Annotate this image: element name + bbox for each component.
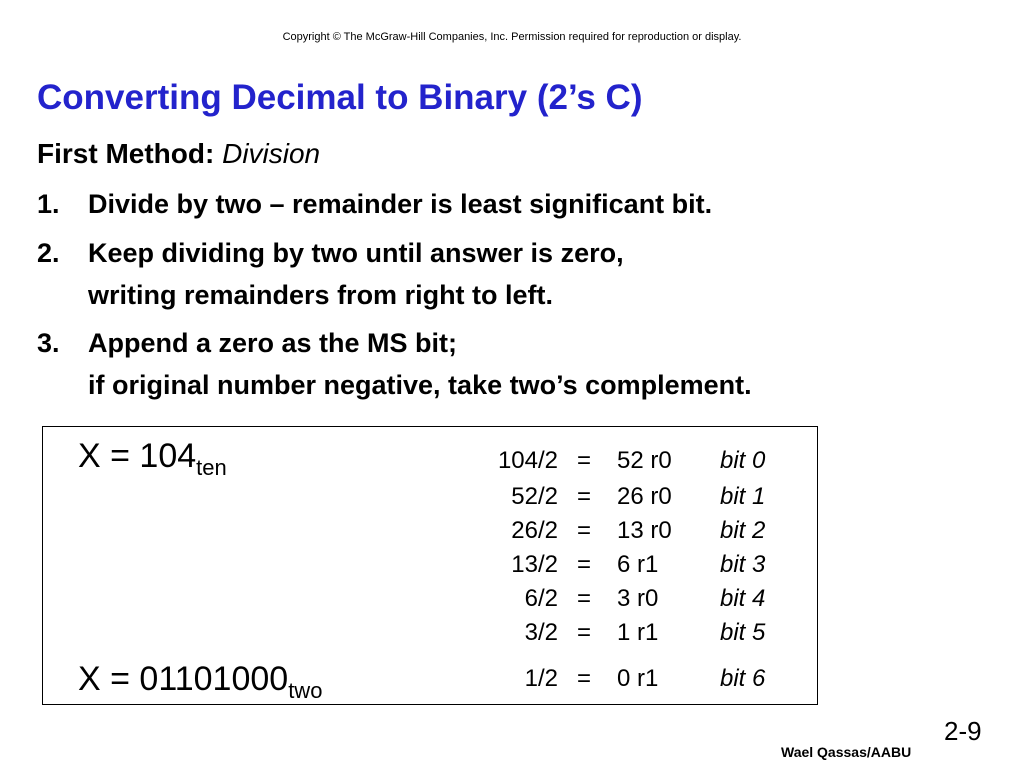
bit-label: bit 0 (720, 447, 766, 474)
division-row (0, 551, 1024, 585)
decimal-value: X = 104 (78, 437, 197, 475)
bit-label: bit 1 (720, 483, 766, 510)
bit-label: bit 4 (720, 585, 766, 612)
division-row (0, 585, 1024, 619)
step-number: 2. (37, 238, 60, 268)
equals-sign: = (577, 447, 592, 474)
bit-label: bit 2 (720, 517, 766, 544)
step-number: 3. (37, 328, 60, 358)
division-row (0, 517, 1024, 551)
page-number: 2-9 (944, 716, 982, 746)
quotient-remainder: 26 r0 (617, 483, 672, 510)
quotient-remainder: 13 r0 (617, 517, 672, 544)
bit-label: bit 6 (720, 665, 766, 692)
quotient-remainder: 3 r0 (617, 585, 659, 612)
division: 1/2 (524, 665, 558, 692)
decimal-subscript: ten (196, 455, 227, 480)
equals-sign: = (577, 665, 592, 692)
step-text: Divide by two – remainder is least significant bit. (88, 189, 713, 219)
equals-sign: = (577, 585, 592, 612)
step-text: Append a zero as the MS bit; (88, 328, 458, 358)
bit-label: bit 3 (720, 551, 766, 578)
division-row (0, 619, 1024, 653)
binary-subscript: two (288, 678, 323, 703)
method-value: Division (222, 138, 321, 169)
step-text-continued: if original number negative, take two’s complement. (88, 370, 752, 400)
quotient-remainder: 6 r1 (617, 551, 659, 578)
copyright-notice: Copyright © The McGraw-Hill Companies, Inc. Permission required for reproduction or display. (282, 31, 742, 43)
author-credit: Wael Qassas/AABU (781, 744, 912, 760)
quotient-remainder: 52 r0 (617, 447, 672, 474)
step-text-continued: writing remainders from right to left. (88, 280, 554, 310)
equals-sign: = (577, 517, 592, 544)
step-number: 1. (37, 189, 60, 219)
division: 52/2 (511, 483, 558, 510)
slide-title: Converting Decimal to Binary (2’s C) (37, 78, 643, 117)
quotient-remainder: 1 r1 (617, 619, 659, 646)
division: 26/2 (511, 517, 558, 544)
division: 3/2 (524, 619, 558, 646)
binary-value: X = 01101000 (78, 660, 289, 698)
division-row (0, 447, 1024, 481)
equals-sign: = (577, 619, 592, 646)
quotient-remainder: 0 r1 (617, 665, 659, 692)
method-line (37, 138, 320, 170)
division-row (0, 665, 1024, 699)
division: 13/2 (511, 551, 558, 578)
division: 6/2 (524, 585, 558, 612)
equals-sign: = (577, 483, 592, 510)
division-row (0, 483, 1024, 517)
step-text: Keep dividing by two until answer is zero, (88, 238, 624, 268)
division: 104/2 (497, 447, 558, 474)
equals-sign: = (577, 551, 592, 578)
method-label: First Method: (37, 138, 215, 169)
bit-label: bit 5 (720, 619, 766, 646)
